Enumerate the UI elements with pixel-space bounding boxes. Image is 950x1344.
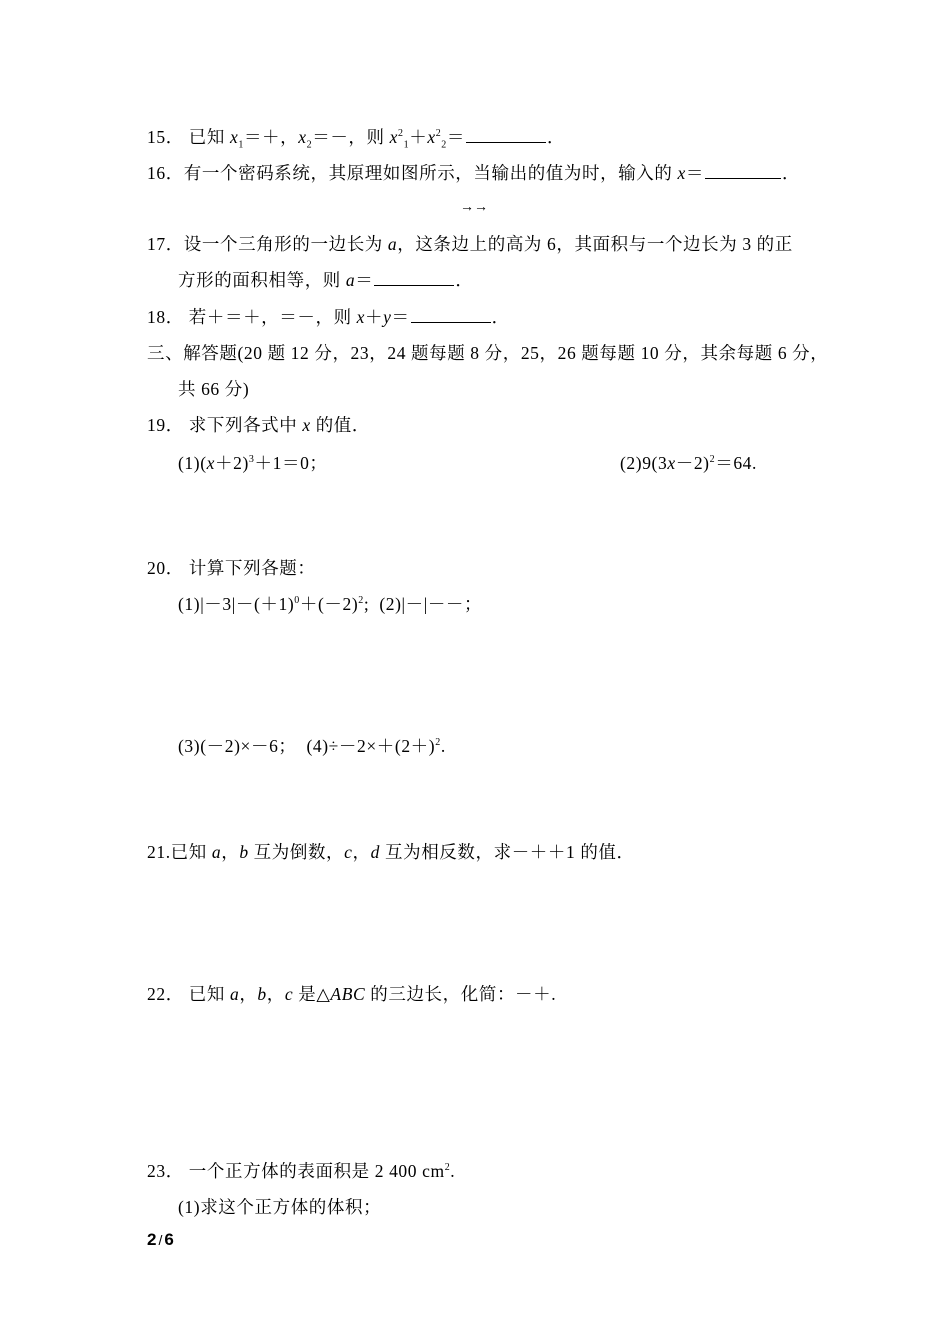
question-23-part1: (1)求这个正方体的体积； [178,1197,382,1217]
question-20-row1: $(1)|-3|-(+1)^0+(-2)^2$; (2)|－|－－； [178,594,483,614]
question-15: 15． 已知 $x_1=+$，$x_2=-$，则 $x^2_1+x^2_2=$ ． [147,127,566,151]
question-23: 23． 一个正方体的表面积是 2 400 $cm^2$. [147,1161,456,1181]
page-separator: / [158,1232,163,1248]
page-current: 2 [147,1230,157,1249]
question-19-part2: $(2)9(3x-2)^2=64$. [620,453,757,473]
question-18: 18． 若＋＝＋，＝－，则 x＋y＝ ． [147,307,510,327]
question-16: 16．有一个密码系统，其原理如图所示，当输出的值为时，输入的 x＝ ． [147,163,801,183]
question-17-line2: 方形的面积相等，则 a＝ ． [178,270,474,290]
question-17-line1: 17．设一个三角形的一边长为 a，这条边上的高为 6，其面积与一个边长为 3 的正 [147,234,793,254]
section-3-heading: 三、解答题(20 题 12 分，23，24 题每题 8 分，25，26 题每题 10 分，其余每题 6 分， [147,343,829,363]
question-20: 20． 计算下列各题： [147,558,316,578]
question-21: 21.已知 a，b 互为倒数，c，d 互为相反数，求－＋＋1 的值． [147,842,635,862]
section-3-heading-cont: 共 66 分) [178,379,250,399]
page-total: 6 [164,1230,174,1249]
question-19-part1: $(1)(x+2)^3+1=0$； [178,453,328,473]
flow-arrows: →→ [460,200,488,215]
question-20-row2: (3)(－2)×－6； $(4)\div-2\times+(2+)^2$. [178,736,446,756]
page-number [147,1228,174,1252]
question-19: 19． 求下列各式中 x 的值． [147,415,371,435]
question-22: 22． 已知 a，b，c 是△ABC 的三边长，化简：－＋. [147,984,557,1004]
